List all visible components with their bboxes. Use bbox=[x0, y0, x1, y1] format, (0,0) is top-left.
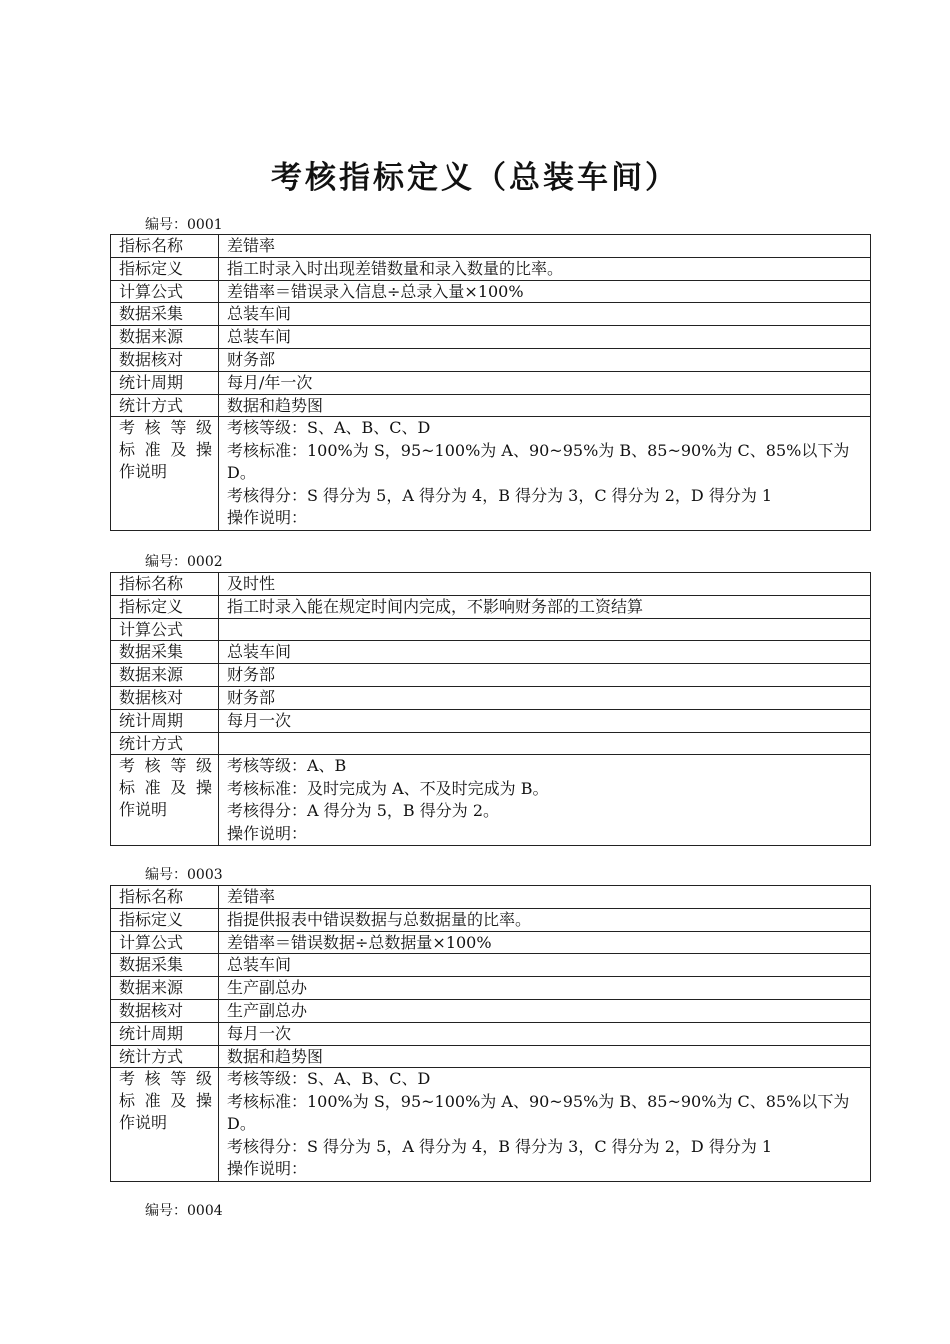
row-definition bbox=[111, 595, 871, 618]
grade-levels: 考核等级：A、B bbox=[227, 756, 347, 776]
field-label: 数据来源 bbox=[111, 977, 219, 1000]
field-value bbox=[219, 732, 871, 755]
field-label-grading bbox=[111, 1068, 219, 1182]
row-grading bbox=[111, 417, 871, 531]
grading-label-line: 标 准 及 操 bbox=[119, 440, 212, 460]
row-check bbox=[111, 348, 871, 371]
field-value: 生产副总办 bbox=[219, 977, 871, 1000]
grading-label-line: 作说明 bbox=[119, 800, 168, 820]
grading-label-line: 作说明 bbox=[119, 462, 168, 482]
row-formula bbox=[111, 280, 871, 303]
field-label: 指标定义 bbox=[111, 257, 219, 280]
field-value: 生产副总办 bbox=[219, 999, 871, 1022]
row-grading bbox=[111, 1068, 871, 1182]
row-name bbox=[111, 573, 871, 596]
field-value: 财务部 bbox=[219, 664, 871, 687]
field-value: 每月/年一次 bbox=[219, 371, 871, 394]
field-label: 数据核对 bbox=[111, 999, 219, 1022]
field-label: 指标定义 bbox=[111, 595, 219, 618]
row-method bbox=[111, 732, 871, 755]
field-value: 指提供报表中错误数据与总数据量的比率。 bbox=[219, 908, 871, 931]
field-value: 每月一次 bbox=[219, 1022, 871, 1045]
field-value: 差错率 bbox=[219, 886, 871, 909]
field-value: 数据和趋势图 bbox=[219, 394, 871, 417]
row-check bbox=[111, 686, 871, 709]
field-label: 计算公式 bbox=[111, 931, 219, 954]
row-collection bbox=[111, 303, 871, 326]
field-value: 财务部 bbox=[219, 686, 871, 709]
grading-label-line: 考 核 等 级 bbox=[119, 1069, 212, 1089]
grade-levels: 考核等级：S、A、B、C、D bbox=[227, 1069, 431, 1089]
field-value: 总装车间 bbox=[219, 641, 871, 664]
indicator-code: 编号：0003 bbox=[145, 867, 223, 883]
grading-label-line: 标 准 及 操 bbox=[119, 1091, 212, 1111]
field-value: 指工时录入时出现差错数量和录入数量的比率。 bbox=[219, 257, 871, 280]
field-value: 财务部 bbox=[219, 348, 871, 371]
grade-standard: 考核标准：100%为 S，95~100%为 A、90~95%为 B、85~90%为 C、85%以下为 D。 bbox=[227, 440, 850, 483]
page-title: 考核指标定义（总装车间） bbox=[271, 160, 679, 196]
row-method bbox=[111, 394, 871, 417]
grade-score: 考核得分：S 得分为 5，A 得分为 4，B 得分为 3，C 得分为 2，D 得分为 1 bbox=[227, 485, 773, 505]
field-label: 统计方式 bbox=[111, 732, 219, 755]
row-source bbox=[111, 977, 871, 1000]
field-value: 总装车间 bbox=[219, 954, 871, 977]
operation-note: 操作说明： bbox=[227, 508, 308, 528]
field-value: 差错率＝错误录入信息÷总录入量×100% bbox=[219, 280, 871, 303]
row-collection bbox=[111, 954, 871, 977]
row-method bbox=[111, 1045, 871, 1068]
grade-score: 考核得分：S 得分为 5，A 得分为 4，B 得分为 3，C 得分为 2，D 得分为 1 bbox=[227, 1136, 773, 1156]
row-source bbox=[111, 664, 871, 687]
field-label: 数据核对 bbox=[111, 686, 219, 709]
row-grading bbox=[111, 755, 871, 846]
grading-details bbox=[219, 1068, 871, 1182]
row-name bbox=[111, 886, 871, 909]
field-label: 数据核对 bbox=[111, 348, 219, 371]
grading-details bbox=[219, 417, 871, 531]
row-name bbox=[111, 235, 871, 258]
grading-label-line: 考 核 等 级 bbox=[119, 418, 212, 438]
grade-levels: 考核等级：S、A、B、C、D bbox=[227, 418, 431, 438]
indicator-code: 编号：0002 bbox=[145, 554, 223, 570]
field-label: 数据采集 bbox=[111, 954, 219, 977]
field-value: 指工时录入能在规定时间内完成，不影响财务部的工资结算 bbox=[219, 595, 871, 618]
field-label: 指标名称 bbox=[111, 573, 219, 596]
row-source bbox=[111, 326, 871, 349]
row-definition bbox=[111, 908, 871, 931]
field-label: 计算公式 bbox=[111, 280, 219, 303]
operation-note: 操作说明： bbox=[227, 823, 308, 843]
grade-score: 考核得分：A 得分为 5，B 得分为 2。 bbox=[227, 801, 500, 821]
field-label: 统计方式 bbox=[111, 394, 219, 417]
field-value: 每月一次 bbox=[219, 709, 871, 732]
field-value: 差错率＝错误数据÷总数据量×100% bbox=[219, 931, 871, 954]
field-label: 指标名称 bbox=[111, 235, 219, 258]
row-formula bbox=[111, 931, 871, 954]
field-value: 数据和趋势图 bbox=[219, 1045, 871, 1068]
field-label: 指标名称 bbox=[111, 886, 219, 909]
field-label: 数据来源 bbox=[111, 664, 219, 687]
field-value: 差错率 bbox=[219, 235, 871, 258]
row-formula bbox=[111, 618, 871, 641]
indicator-table-0002 bbox=[110, 572, 871, 846]
row-period bbox=[111, 709, 871, 732]
grade-standard: 考核标准：100%为 S，95~100%为 A、90~95%为 B、85~90%为 C、85%以下为 D。 bbox=[227, 1091, 850, 1134]
field-label: 数据采集 bbox=[111, 303, 219, 326]
field-label: 统计周期 bbox=[111, 1022, 219, 1045]
field-value bbox=[219, 618, 871, 641]
field-label: 计算公式 bbox=[111, 618, 219, 641]
field-label: 数据采集 bbox=[111, 641, 219, 664]
row-collection bbox=[111, 641, 871, 664]
row-check bbox=[111, 999, 871, 1022]
indicator-code: 编号：0004 bbox=[145, 1203, 223, 1219]
field-label-grading bbox=[111, 417, 219, 531]
grading-label-line: 作说明 bbox=[119, 1113, 168, 1133]
grading-details bbox=[219, 755, 871, 846]
operation-note: 操作说明： bbox=[227, 1159, 308, 1179]
field-label: 数据来源 bbox=[111, 326, 219, 349]
row-period bbox=[111, 371, 871, 394]
field-label: 统计方式 bbox=[111, 1045, 219, 1068]
field-label: 指标定义 bbox=[111, 908, 219, 931]
field-value: 及时性 bbox=[219, 573, 871, 596]
row-period bbox=[111, 1022, 871, 1045]
field-label-grading bbox=[111, 755, 219, 846]
indicator-table-0001 bbox=[110, 234, 871, 531]
field-value: 总装车间 bbox=[219, 326, 871, 349]
grading-label-line: 标 准 及 操 bbox=[119, 778, 212, 798]
row-definition bbox=[111, 257, 871, 280]
grading-label-line: 考 核 等 级 bbox=[119, 756, 212, 776]
indicator-code: 编号：0001 bbox=[145, 217, 223, 233]
grade-standard: 考核标准：及时完成为 A、不及时完成为 B。 bbox=[227, 778, 549, 798]
field-value: 总装车间 bbox=[219, 303, 871, 326]
indicator-table-0003 bbox=[110, 885, 871, 1182]
field-label: 统计周期 bbox=[111, 371, 219, 394]
field-label: 统计周期 bbox=[111, 709, 219, 732]
